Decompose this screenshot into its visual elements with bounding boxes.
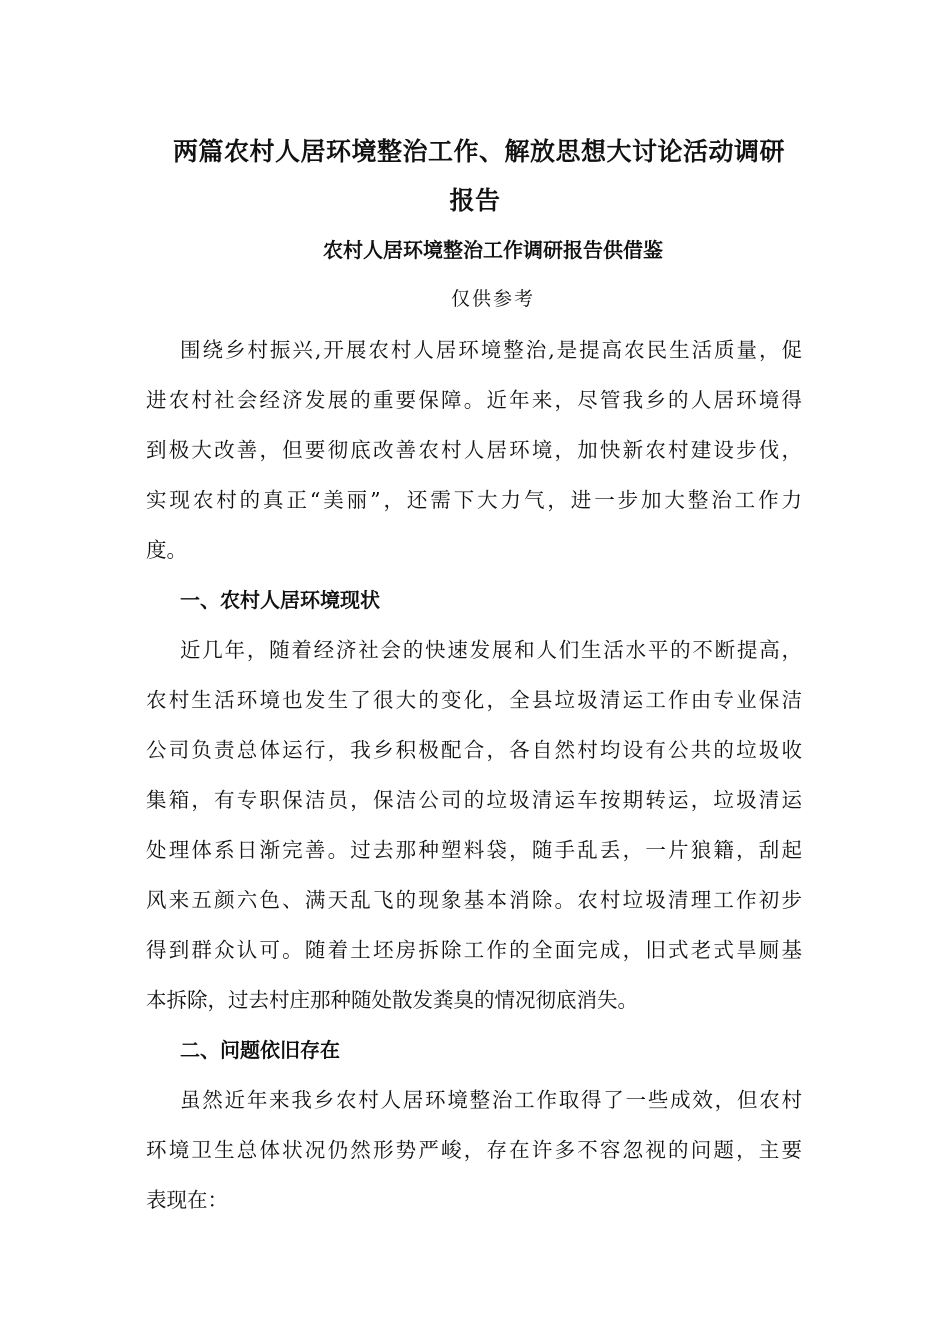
paragraph-2-line-7: 得到群众认可。随着土坯房拆除工作的全面完成，旧式老式旱厕基 <box>146 938 802 962</box>
section-heading-1: 一、农村人居环境现状 <box>180 588 380 612</box>
document-title-line-1: 两篇农村人居环境整治工作、解放思想大讨论活动调研 <box>172 137 785 166</box>
paragraph-1-line-4: 实现农村的真正“美丽”，还需下大力气，进一步加大整治工作力 <box>146 488 802 512</box>
paragraph-1-line-1: 围绕乡村振兴,开展农村人居环境整治,是提高农民生活质量，促 <box>180 338 802 362</box>
paragraph-2-line-5: 处理体系日渐完善。过去那种塑料袋，随手乱丢，一片狼籍，刮起 <box>146 838 802 862</box>
paragraph-3-line-2: 环境卫生总体状况仍然形势严峻，存在许多不容忽视的问题，主要 <box>146 1138 802 1162</box>
paragraph-2-line-8: 本拆除，过去村庄那种随处散发粪臭的情况彻底消失。 <box>146 988 638 1012</box>
paragraph-2-line-3: 公司负责总体运行，我乡积极配合，各自然村均设有公共的垃圾收 <box>146 738 802 762</box>
document-title-line-2: 报告 <box>449 186 501 215</box>
paragraph-3-line-1: 虽然近年来我乡农村人居环境整治工作取得了一些成效，但农村 <box>180 1088 802 1112</box>
reference-note: 仅供参考 <box>450 288 535 310</box>
paragraph-1-line-3: 到极大改善，但要彻底改善农村人居环境，加快新农村建设步伐， <box>146 438 802 462</box>
paragraph-2-line-1: 近几年，随着经济社会的快速发展和人们生活水平的不断提高， <box>180 638 802 662</box>
paragraph-3-line-3: 表现在： <box>146 1188 228 1212</box>
paragraph-1-line-2: 进农村社会经济发展的重要保障。近年来，尽管我乡的人居环境得 <box>146 388 802 412</box>
paragraph-2-line-6: 风来五颜六色、满天乱飞的现象基本消除。农村垃圾清理工作初步 <box>146 888 802 912</box>
paragraph-2-line-2: 农村生活环境也发生了很大的变化，全县垃圾清运工作由专业保洁 <box>146 688 802 712</box>
paragraph-1-line-5: 度。 <box>146 538 187 562</box>
document-subtitle: 农村人居环境整治工作调研报告供借鉴 <box>323 238 663 262</box>
paragraph-2-line-4: 集箱，有专职保洁员，保洁公司的垃圾清运车按期转运，垃圾清运 <box>146 788 802 812</box>
section-heading-2: 二、问题依旧存在 <box>180 1038 340 1062</box>
